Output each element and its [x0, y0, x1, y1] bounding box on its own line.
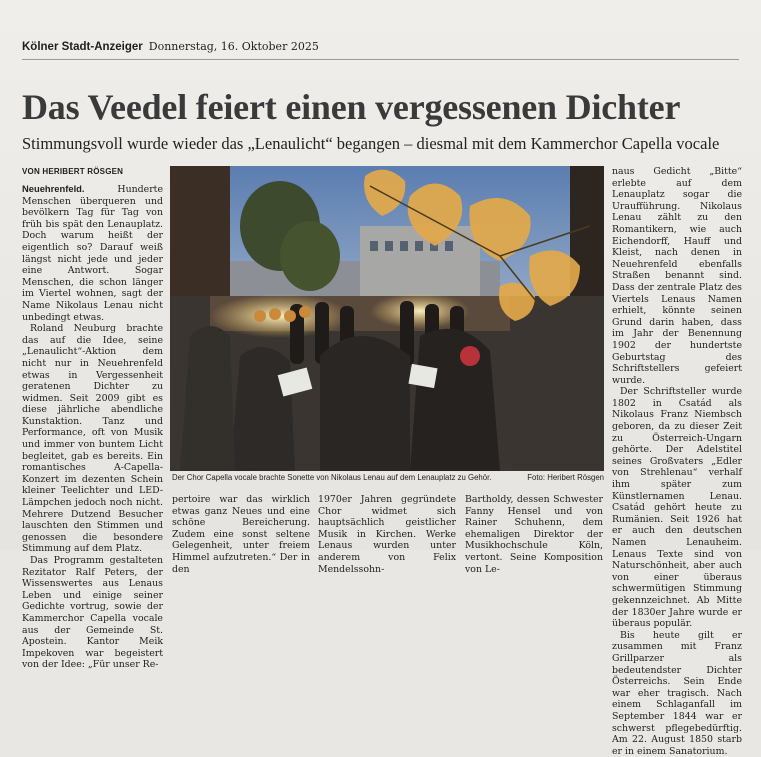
issue-date: Donnerstag, 16. Oktober 2025 — [148, 40, 319, 53]
paragraph: Bis heute gilt er zusammen mit Franz Grillparzer als bedeutendster Dichter Österreichs. Sein Ende war eher tragisch. Nach einem Schlaganfall im September 1844 war er schwerst pflegebedürftig. Am 22. August 1850 starb er in einem Sanatorium. — [612, 629, 742, 757]
article-column-3 — [318, 494, 456, 575]
subheadline: Stimmungsvoll wurde wieder das „Lenaulicht“ begangen – diesmal mit dem Kammerchor Capella vocale — [22, 134, 720, 153]
dateline: Neuehrenfeld. — [22, 183, 85, 194]
masthead-rule — [22, 59, 739, 60]
article-column-2 — [172, 494, 310, 575]
paragraph: Bartholdy, dessen Schwester Fanny Hensel und von Rainer Schuhenn, dem ehemaligen Direktor der Musikhochschule Köln, vertont. Seine Komposition von Le- — [465, 494, 603, 575]
photo-caption — [172, 473, 604, 482]
masthead — [22, 40, 319, 53]
paragraph: 1970er Jahren gegründete Chor widmet sich hauptsächlich geistlicher Musik in Kirchen. Werke Lenaus wurden unter anderem von Felix Mendelssohn- — [318, 494, 456, 575]
article-column-1 — [22, 183, 163, 671]
article-column-5 — [612, 166, 742, 757]
paragraph-text: Hunderte Menschen überqueren und bevölkern Tag für Tag von früh bis spät den Lenauplatz. Doch warum heißt der eigentlich so? Darauf weiß längst nicht jede und jeder eine Antwort. Sogar Menschen, die schon länger im Viertel wohnen, sagt der Name Nikolaus Lenau nicht unbedingt etwas. — [22, 184, 163, 323]
article-column-4 — [465, 494, 603, 575]
caption-text: Der Chor Capella vocale brachte Sonette von Nikolaus Lenau auf dem Lenauplatz zu Gehör. — [172, 473, 492, 482]
paragraph: naus Gedicht „Bitte“ erlebte auf dem Lenauplatz sogar die Uraufführung. Nikolaus Lenau zählt zu den Romantikern, wie auch Eichendorff, Hauff und Kleist, nach denen in Neuehrenfeld ebenfalls Straßen benannt sind. Dass der zentrale Platz des Viertels Lenaus Namen erhielt, könnte seinen Grund darin haben, dass im Jahr der Benennung 1902 der hundertste Geburtstag des Schriftstellers gefeiert wurde. — [612, 166, 742, 386]
paragraph — [22, 183, 163, 323]
paragraph: Roland Neuburg brachte das auf die Idee, seine „Lenaulicht“-Aktion dem nicht nur in Neuehrenfeld etwas in Vergessenheit geratenen Dichter zu widmen. Seit 2009 gibt es diese jährliche abendliche Kunstaktion. Tanz und Performance, oft von Musik und immer von buntem Licht begleitet, gab es bereits. Ein romantisches A-Capella-Konzert im dezenten Schein kleiner Teelichter und LED-Lämpchen jedoch noch nicht. Mehrere Dutzend Besucher lauschten den Stimmen und genossen die besondere Stimmung auf dem Platz. — [22, 323, 163, 555]
newspaper-name: Kölner Stadt-Anzeiger — [22, 41, 143, 53]
paragraph: Der Schriftsteller wurde 1802 in Csatád als Nikolaus Franz Niembsch geboren, da zu dieser Zeit zu Österreich-Ungarn gehörte. Der Adelstitel seines Großvaters „Edler von Strehlenau“ verhalf ihm später zum Künstlernamen Lenau. Csatád gehört heute zu Rumänien. Seit 1926 hat er auch den deutschen Namen Lenauheim. Lenaus Texte sind von Naturschönheit, aber auch von einer überaus schwermütigen Stimmung gekennzeichnet. Ab Mitte der 1830er Jahre wurde er überaus populär. — [612, 386, 742, 630]
photo-credit: Foto: Heribert Rösgen — [527, 473, 604, 482]
choir-photo-illustration — [170, 166, 604, 471]
article-photo — [170, 166, 604, 471]
paragraph: Das Programm gestalteten Rezitator Ralf Peters, der Wissenswertes aus Lenaus Leben und einige seiner Gedichte vortrug, sowie der Kammerchor Capella vocale aus der Gemeinde St. Apostein. Kantor Meik Impekoven war begeistert von der Idee: „Für unser Re- — [22, 555, 163, 671]
byline: VON HERIBERT RÖSGEN — [22, 167, 124, 176]
headline: Das Veedel feiert einen vergessenen Dichter — [22, 87, 681, 127]
paragraph: pertoire war das wirklich etwas ganz Neues und eine schöne Bereicherung. Zudem eine sonst seltene Gelegenheit, unter freiem Himmel aufzutreten.“ Der in den — [172, 494, 310, 575]
